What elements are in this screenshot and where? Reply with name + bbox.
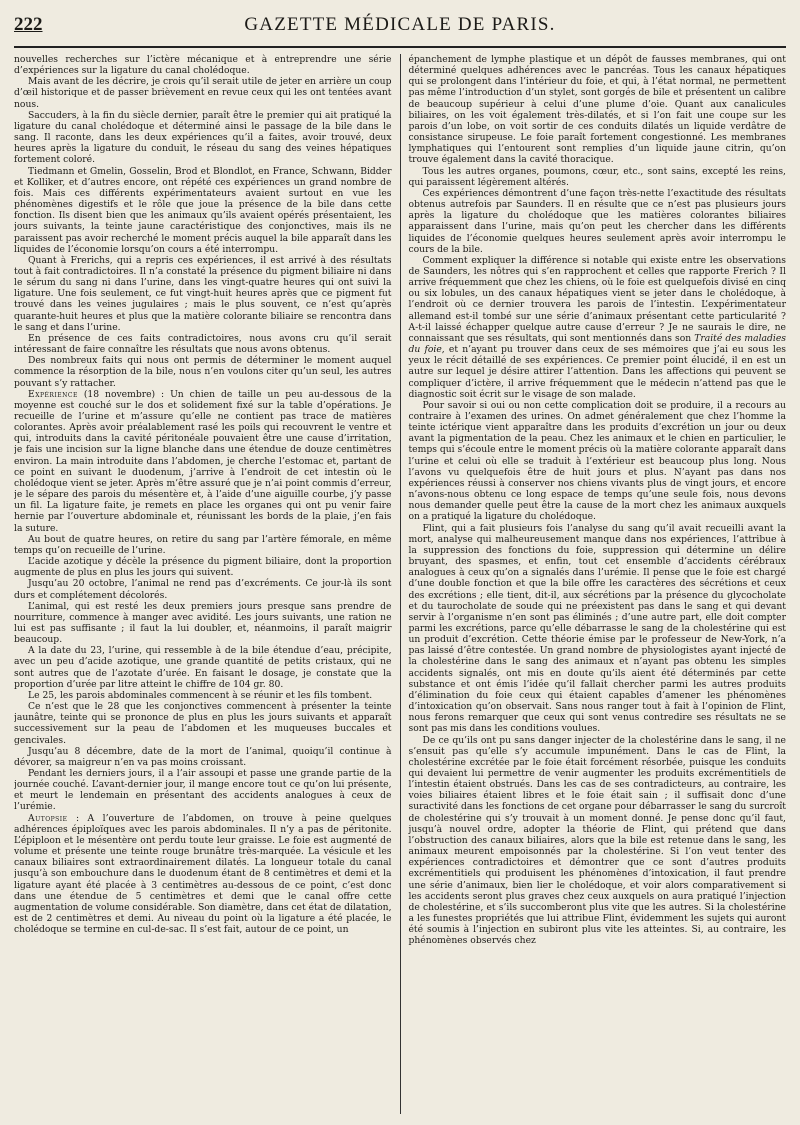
paragraph-text: Le 25, les parois abdominales commencent à se réunir et les fils tombent. [28,689,373,701]
paragraph-text: Flint, qui a fait plusieurs fois l’analyse du sang qu’il avait recueilli avant la mort, analyse qui malheureusement manque dans nos expériences, l’attribue à la suppression des fonctions du foie, suppression qui détermine un délire bruyant, des spasmes, et enfin, tout cet ensemble d’accidents cérébraux analogues à ceux qu’on a signalés dans l’urémie. Il pense que le foie est chargé d’une double fonction et que la bile offre les caractères des sécrétions et ceux des excrétions ; elle tient, dit-il, aux sécrétions par la présence du glycocholate et du taurocholate de soude qui ne préexistent pas dans le sang et qui devant servir à l’organisme n’en sont pas éliminés ; d’une autre part, elle doit compter parmi les excrétions, parce qu’elle débarrasse le sang de la cholestérine qui est un produit d’excrétion. Cette théorie émise par le professeur de New-York, n’a pas laissé d’être contestée. Un grand nombre de physiologistes ayant injecté de la cholestérine dans le sang des animaux et n’ayant pas obtenu les simples accidents signalés, ont mis en doute qu’ils aient été déterminés par cette substance et ont émis l’idée qu’il fallait chercher parmi les autres produits d’élimination du foie ceux qui étaient capables d’amener les phénomènes d’intoxication qu’on observait. Sans nous ranger tout à fait à l’opinion de Flint, nous ferons remarquer que ceux qui sont venus contredire ses résultats ne se sont pas mis dans les conditions voulues. [408,522,786,735]
paragraph-text: Comment expliquer la différence si notable qui existe entre les observations de Saunders, les nôtres qui s’en rapprochent et celles que rapporte Frerich ? Il arrive fréquemment que chez les chiens, où le foie est quelquefois divisé en cinq ou six lobules, un des canaux hépatiques vient se jeter dans le cholédoque, à l’endroit où ce dernier trouvera les parois de l’intestin. L’expérimentateur allemand est-il tombé sur une série d’animaux présentant cette particularité ? A-t-il laissé échapper quelque autre cause d’erreur ? Je ne saurais le dire, ne connaissant que ses résultats, qui sont mentionnés dans son [408,254,786,344]
paragraph [14,166,392,255]
paragraph [408,735,786,947]
text-columns [14,54,786,1114]
paragraph [14,701,392,746]
paragraph-text: Pendant les derniers jours, il a l’air assoupi et passe une grande partie de la journée couché. L’avant-dernier jour, il mange encore tout ce qu’on lui présente, et meurt le lendemain en présentant des accidents analogues à ceux de l’urémie. [14,768,392,813]
paragraph-text: A la date du 23, l’urine, qui ressemble à de la bile étendue d’eau, précipite, avec un peu d’acide azotique, une grande quantité de petits cristaux, qui ne sont autres que de l’azotate d’urée. En faisant le dosage, je constate que la proportion d’urée par litre atteint le chiffre de 104 gr. 80. [14,645,392,690]
paragraph-text: L’acide azotique y décèle la présence du pigment biliaire, dont la proportion augmente de plus en plus les jours qui suivent. [14,556,392,579]
paragraph-text: Au bout de quatre heures, on retire du sang par l’artère fémorale, en même temps qu’on recueille de l’urine. [14,533,392,556]
header-rule [14,46,786,48]
paragraph [408,255,786,400]
paragraph-text: Jusqu’au 20 octobre, l’animal ne rend pas d’excréments. Ce jour-là ils sont durs et complétement décolorés. [14,578,392,601]
paragraph-text: Jusqu’au 8 décembre, date de la mort de l’animal, quoiqu’il continue à dévorer, sa maigreur n’en va pas moins croissant. [14,745,392,768]
paragraph [408,166,786,188]
paragraph-text: épanchement de lymphe plastique et un dépôt de fausses membranes, qui ont déterminé quelques adhérences avec le pancréas. Tous les canaux hépatiques qui se prolongent dans l’intérieur du foie, et qui, à l’état normal, ne permettent pas même l’introduction d’un stylet, sont gorgés de bile et présentent un calibre de beaucoup supérieur à celui d’une plume d’oie. Quant aux canalicules biliaires, on les voit également très-dilatés, et si l’on fait une coupe sur les parois d’un lobe, on voit sortir de ces conduits dilatés un liquide verdâtre de consistance sirupeuse. Le foie paraît fortement congestionné. Les membranes lymphatiques qui l’entourent sont remplies d’un liquide jaune citrin, qu’on trouve également dans la cavité thoracique. [408,54,786,166]
paragraph [14,690,392,701]
paragraph-text: Ce n’est que le 28 que les conjonctives commencent à présenter la teinte jaunâtre, teinte qui se prononce de plus en plus les jours suivants et apparaît successivement sur la peau de l’abdomen et les muqueuses buccales et gencivales. [14,701,392,746]
paragraph-text: Quant à Frerichs, qui a repris ces expériences, il est arrivé à des résultats tout à fait contradictoires. Il n’a constaté la présence du pigment biliaire ni dans le sérum du sang ni dans l’urine, dans les vingt-quatre heures qui ont suivi la ligature. Une fois seulement, ce fut vingt-huit heures après que ce pigment fut trouvé dans les veines jugulaires ; mais le plus souvent, ce n’est qu’après quarante-huit heures et plus que la matière colorante biliaire se rencontra dans le sang et dans l’urine. [14,254,392,333]
page-header [14,14,786,44]
paragraph-text: Tiedmann et Gmelin, Gosselin, Brod et Blondlot, en France, Schwann, Bidder et Kolliker, et d’autres encore, ont répété ces expériences un grand nombre de fois. Mais ces différents expérimentateurs avaient surtout en vue les phénomènes digestifs et le rôle que joue la présence de la bile dans cette fonction. Ils disent bien que les animaux qu’ils avaient opérés présentaient, les jours suivants, la teinte jaune caractéristique des conjonctives, mais ils ne paraissent pas avoir recherché le moment précis auquel la bile apparaît dans les liquides de l’économie lorsqu’on cours a été interrompu. [14,165,392,255]
paragraph [14,768,392,813]
paragraph [14,255,392,333]
left-column [14,54,392,1114]
column-divider [400,54,401,1114]
paragraph [408,188,786,255]
paragraph [14,556,392,578]
paragraph [14,355,392,388]
paragraph [14,645,392,690]
paragraph [14,389,392,534]
right-column [408,54,786,1114]
paragraph-text: nouvelles recherches sur l’ictère mécanique et à entreprendre une série d’expériences sur la ligature du canal cholédoque. [14,54,392,77]
paragraph-text: : A l’ouverture de l’abdomen, on trouve à peine quelques adhérences épiploïques avec les parois abdominales. Il n’y a pas de péritonite. L’épiploon et le mésentère ont perdu toute leur graisse. Le foie est augmenté de volume et présente une teinte rouge brunâtre très-marquée. La vésicule et les canaux biliaires sont extraordinairement dilatés. La longueur totale du canal jusqu’à son embouchure dans le duodenum étant de 8 centimètres et demi et la ligature ayant été placée à 3 centimètres au-dessous de ce point, c’est donc dans une étendue de 5 centimètres et demi que le canal offre cette augmentation de volume considérable. Son diamètre, dans cet état de dilatation, est de 2 centimètres et demi. Au niveau du point où la ligature a été placée, le cholédoque se termine en cul-de-sac. Il s’est fait, autour de ce point, un [14,812,392,936]
paragraph-text: En présence de ces faits contradictoires, nous avons cru qu’il serait intéressant de faire connaître les résultats que nous avons obtenus. [14,332,392,356]
paragraph-text: L’animal, qui est resté les deux premiers jours presque sans prendre de nourriture, commence à manger avec avidité. Les jours suivants, une ration ne lui est pas suffisante ; il faut la lui doubler, et, néanmoins, il paraît maigrir beaucoup. [14,600,392,646]
paragraph [14,813,392,936]
paragraph [14,76,392,109]
paragraph-text: Des nombreux faits qui nous ont permis de déterminer le moment auquel commence la résorption de la bile, nous n’en voulons citer qu’un seul, les autres pouvant s’y rattacher. [14,355,392,389]
paragraph [14,601,392,646]
book-title: Traité des maladies du foie [408,332,786,356]
paragraph-text: , et n’ayant pu trouver dans ceux de ses mémoires que j’ai eu sous les yeux le récit détaillé de ses expériences. Ce premier point élucidé, il en est un autre sur lequel je désire attirer l’attention. Dans les affections qui peuvent se compliquer d’ictère, il arrive fréquemment que le médecin n’attend pas que le diagnostic soit écrit sur le visage de son malade. [408,344,786,400]
paragraph-text: De ce qu’ils ont pu sans danger injecter de la cholestérine dans le sang, il ne s’ensuit pas qu’elle s’y accumule impunément. Dans le cas de Flint, la cholestérine excrétée par le foie était forcément résorbée, puisque les conduits qui devaient lui permettre de venir augmenter les produits excrémentitiels de l’intestin étaient obstrués. Dans les cas de ses contradicteurs, au contraire, les voies biliaires étaient libres et le foie était sain ; il suffisait donc d’une suractivité dans les fonctions de cet organe pour débarrasser le sang du surcroît de cholestérine qui s’y trouvait à un moment donné. Je pense donc qu’il faut, jusqu’à nouvel ordre, adopter la théorie de Flint, qui prétend que dans l’obstruction des canaux biliaires, alors que la bile est retenue dans le sang, les animaux meurent empoisonnés par la cholestérine. Si l’on veut tenter des expériences contradictoires et démontrer que ce sont d’autres produits excrémentitiels qui produisent les phénomènes d’intoxication, il faut prendre une série d’animaux, bien lier le cholédoque, et voir alors comparativement si les accidents seront plus graves chez ceux auxquels on aura pratiqué l’injection de cholestérine, et s’ils succomberont plus vite que les autres. Si la cholestérine a les funestes propriétés que lui attribue Flint, évidemment les sujets qui auront été soumis à l’injection en subiront plus vite les atteintes. Si, au contraire, les phénomènes observés chez [408,734,786,947]
paragraph-text: Ces expériences démontrent d’une façon très-nette l’exactitude des résultats obtenus autrefois par Saunders. Il en résulte que ce n’est pas plusieurs jours après la ligature du cholédoque que les matières colorantes biliaires apparaissent dans l’urine, mais qu’on peut les chercher dans les différents liquides de l’économie quelques heures seulement après avoir interrompu le cours de la bile. [408,187,786,255]
journal-title: GAZETTE MÉDICALE DE PARIS. [244,14,556,35]
paragraph-text: (18 novembre) : Un chien de taille un peu au-dessous de la moyenne est couché sur le dos et solidement fixé sur la table d’opérations. Je recueille de l’urine et m’assure qu’elle ne contient pas trace de matières colorantes. Après avoir préalablement rasé les poils qui recouvrent le ventre et qui, introduits dans la cavité péritonéale pouvaient être une cause d’irritation, je fais une incision sur la ligne blanche dans une étendue de douze centimètres environ. La main introduite dans l’abdomen, je cherche l’estomac et, partant de ce point en suivant le duodenum, j’arrive à l’endroit de cet intestin où le cholédoque vient se jeter. Après m’être assuré que je n’ai point commis d’erreur, je le sépare des parois du mésentère et, à l’aide d’une aiguille courbe, j’y passe un fil. La ligature faite, je remets en place les organes qui ont pu venir faire hernie par l’ouverture abdominale et, réunissant les bords de la plaie, j’en fais la suture. [14,388,392,534]
paragraph [408,523,786,735]
page-number: 222 [14,14,43,35]
paragraph [14,110,392,166]
paragraph-text: Saccuders, à la fin du siècle dernier, paraît être le premier qui ait pratiqué la ligature du canal cholédoque et déterminé ainsi le passage de la bile dans le sang. Il raconte, dans les deux expériences qu’il a faites, avoir trouvé, deux heures après la ligature du conduit, le réseau du sang des veines hépatiques fortement coloré. [14,109,392,166]
paragraph [14,746,392,768]
section-label: Expérience [28,388,78,400]
paragraph-text: Pour savoir si oui ou non cette complication doit se produire, il a recours au contraire à l’examen des urines. On admet généralement que chez l’homme la teinte ictérique vient apparaître dans les produits d’excrétion un jour ou deux avant la pigmentation de la peau. Chez les animaux et le chien en particulier, le temps qui s’écoule entre le moment précis où la matière colorante apparaît dans l’urine et celui où elle se traduit à l’extérieur est beaucoup plus long. Nous l’avons vu quelquefois être de huit jours et plus. N’ayant pas dans nos expériences réussi à conserver nos chiens vivants plus de vingt jours, et encore n’avons-nous obtenu ce long espace de temps qu’une seule fois, nous devons nous demander quelle peut être la cause de la mort chez les animaux auxquels on a pratiqué la ligature du cholédoque. [408,399,786,523]
section-label: Autopsie [28,812,68,824]
paragraph [408,54,786,166]
paragraph-text: Tous les autres organes, poumons, cœur, etc., sont sains, excepté les reins, qui paraissent légèrement altérés. [408,165,786,188]
paragraph-text: Mais avant de les décrire, je crois qu’il serait utile de jeter en arrière un coup d’œil historique et de passer brièvement en revue ceux qui les ont tentées avant nous. [14,76,392,110]
paragraph [14,578,392,600]
paragraph [14,534,392,556]
paragraph [408,400,786,523]
paragraph [14,333,392,355]
paragraph [14,54,392,76]
